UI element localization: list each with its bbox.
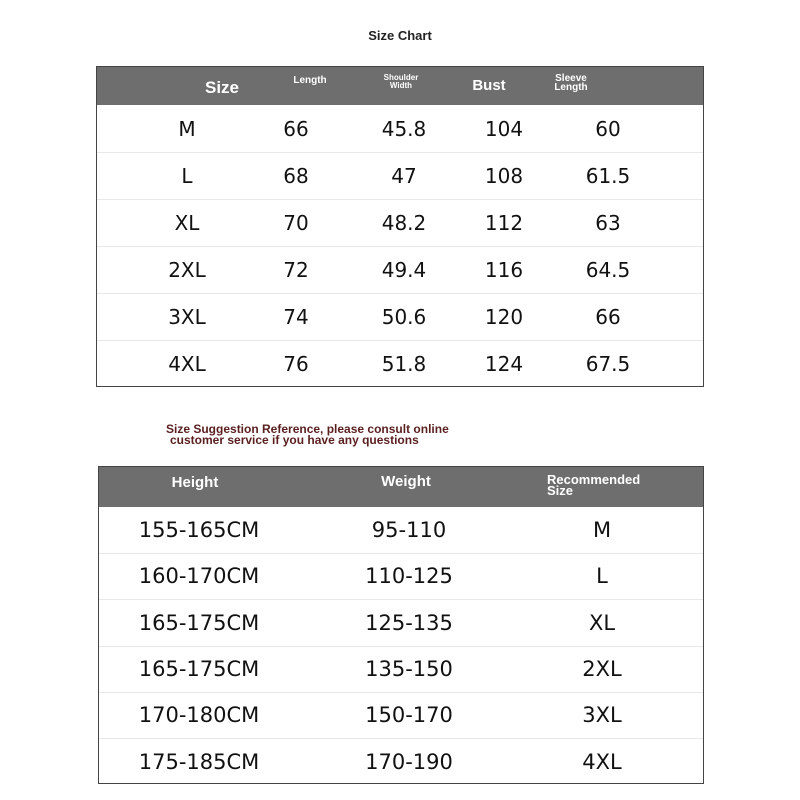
suggestion-row: [99, 646, 703, 693]
shoulder-width-cell: 50.6: [381, 304, 427, 329]
shoulder-width-cell: 48.2: [381, 210, 427, 235]
recommended-size-cell: 4XL: [582, 749, 622, 774]
size-suggestion-table: [98, 466, 704, 784]
header-shoulder-width: Shoulder Width: [383, 73, 419, 90]
size-cell: XL: [174, 210, 200, 235]
sleeve-length-cell: 61.5: [585, 163, 631, 188]
height-cell: 160-170CM: [138, 564, 260, 589]
recommended-size-cell: M: [592, 518, 612, 542]
height-cell: 165-175CM: [138, 656, 260, 681]
size-chart-row: [97, 199, 703, 247]
shoulder-width-cell: 47: [391, 163, 417, 188]
suggestion-row: [99, 739, 703, 785]
weight-cell: 150-170: [365, 703, 453, 728]
bust-cell: 116: [484, 257, 524, 282]
size-chart-row: [97, 293, 703, 341]
header-recommended-size: Recommended Size: [547, 472, 641, 498]
size-chart-header: [97, 67, 703, 105]
header-size: Size: [204, 78, 240, 97]
length-cell: 66: [283, 116, 309, 141]
recommended-size-cell: L: [596, 564, 608, 589]
length-cell: 76: [283, 352, 309, 376]
sleeve-length-cell: 60: [595, 116, 621, 141]
size-cell: 4XL: [168, 352, 206, 376]
weight-cell: 170-190: [365, 749, 453, 774]
weight-cell: 95-110: [371, 518, 447, 542]
size-chart-table: [96, 66, 704, 387]
bust-cell: 104: [484, 116, 524, 141]
weight-cell: 110-125: [365, 564, 453, 589]
suggestion-header: [99, 467, 703, 507]
header-weight: Weight: [381, 473, 431, 490]
header-bust: Bust: [472, 77, 506, 94]
sleeve-length-cell: 64.5: [585, 257, 631, 282]
suggestion-row: [99, 600, 703, 647]
header-height: Height: [171, 474, 219, 491]
header-sleeve-length: Sleeve Length: [554, 73, 588, 93]
recommended-size-cell: 3XL: [582, 703, 622, 728]
height-cell: 165-175CM: [138, 610, 260, 635]
size-chart-row: [97, 152, 703, 200]
size-cell: L: [181, 163, 193, 188]
bust-cell: 108: [484, 163, 524, 188]
shoulder-width-cell: 51.8: [381, 352, 427, 376]
note-line-1: Size Suggestion Reference, please consult online: [166, 422, 449, 436]
height-cell: 170-180CM: [138, 703, 260, 728]
page-title: Size Chart: [368, 28, 432, 43]
size-chart-row: [97, 105, 703, 153]
recommended-size-cell: 2XL: [582, 656, 622, 681]
length-cell: 68: [283, 163, 309, 188]
recommended-size-cell: XL: [588, 610, 616, 635]
sleeve-length-cell: 63: [595, 210, 621, 235]
sleeve-length-cell: 67.5: [585, 352, 631, 376]
shoulder-width-cell: 45.8: [381, 116, 427, 141]
bust-cell: 120: [484, 304, 524, 329]
length-cell: 70: [283, 210, 309, 235]
size-cell: 2XL: [168, 257, 206, 282]
note-line-2: customer service if you have any questions: [170, 433, 419, 447]
height-cell: 155-165CM: [138, 518, 260, 542]
suggestion-row: [99, 507, 703, 554]
length-cell: 74: [283, 304, 309, 329]
bust-cell: 124: [484, 352, 524, 376]
size-chart-row: [97, 246, 703, 294]
bust-cell: 112: [484, 210, 524, 235]
size-cell: M: [178, 116, 196, 141]
size-chart-row: [97, 341, 703, 388]
suggestion-row: [99, 692, 703, 739]
shoulder-width-cell: 49.4: [381, 257, 427, 282]
weight-cell: 125-135: [365, 610, 453, 635]
suggestion-row: [99, 553, 703, 600]
length-cell: 72: [283, 257, 309, 282]
weight-cell: 135-150: [365, 656, 453, 681]
height-cell: 175-185CM: [138, 749, 260, 774]
size-cell: 3XL: [168, 304, 206, 329]
sleeve-length-cell: 66: [595, 304, 621, 329]
header-length: Length: [293, 75, 327, 86]
size-suggestion-note: [166, 424, 586, 446]
